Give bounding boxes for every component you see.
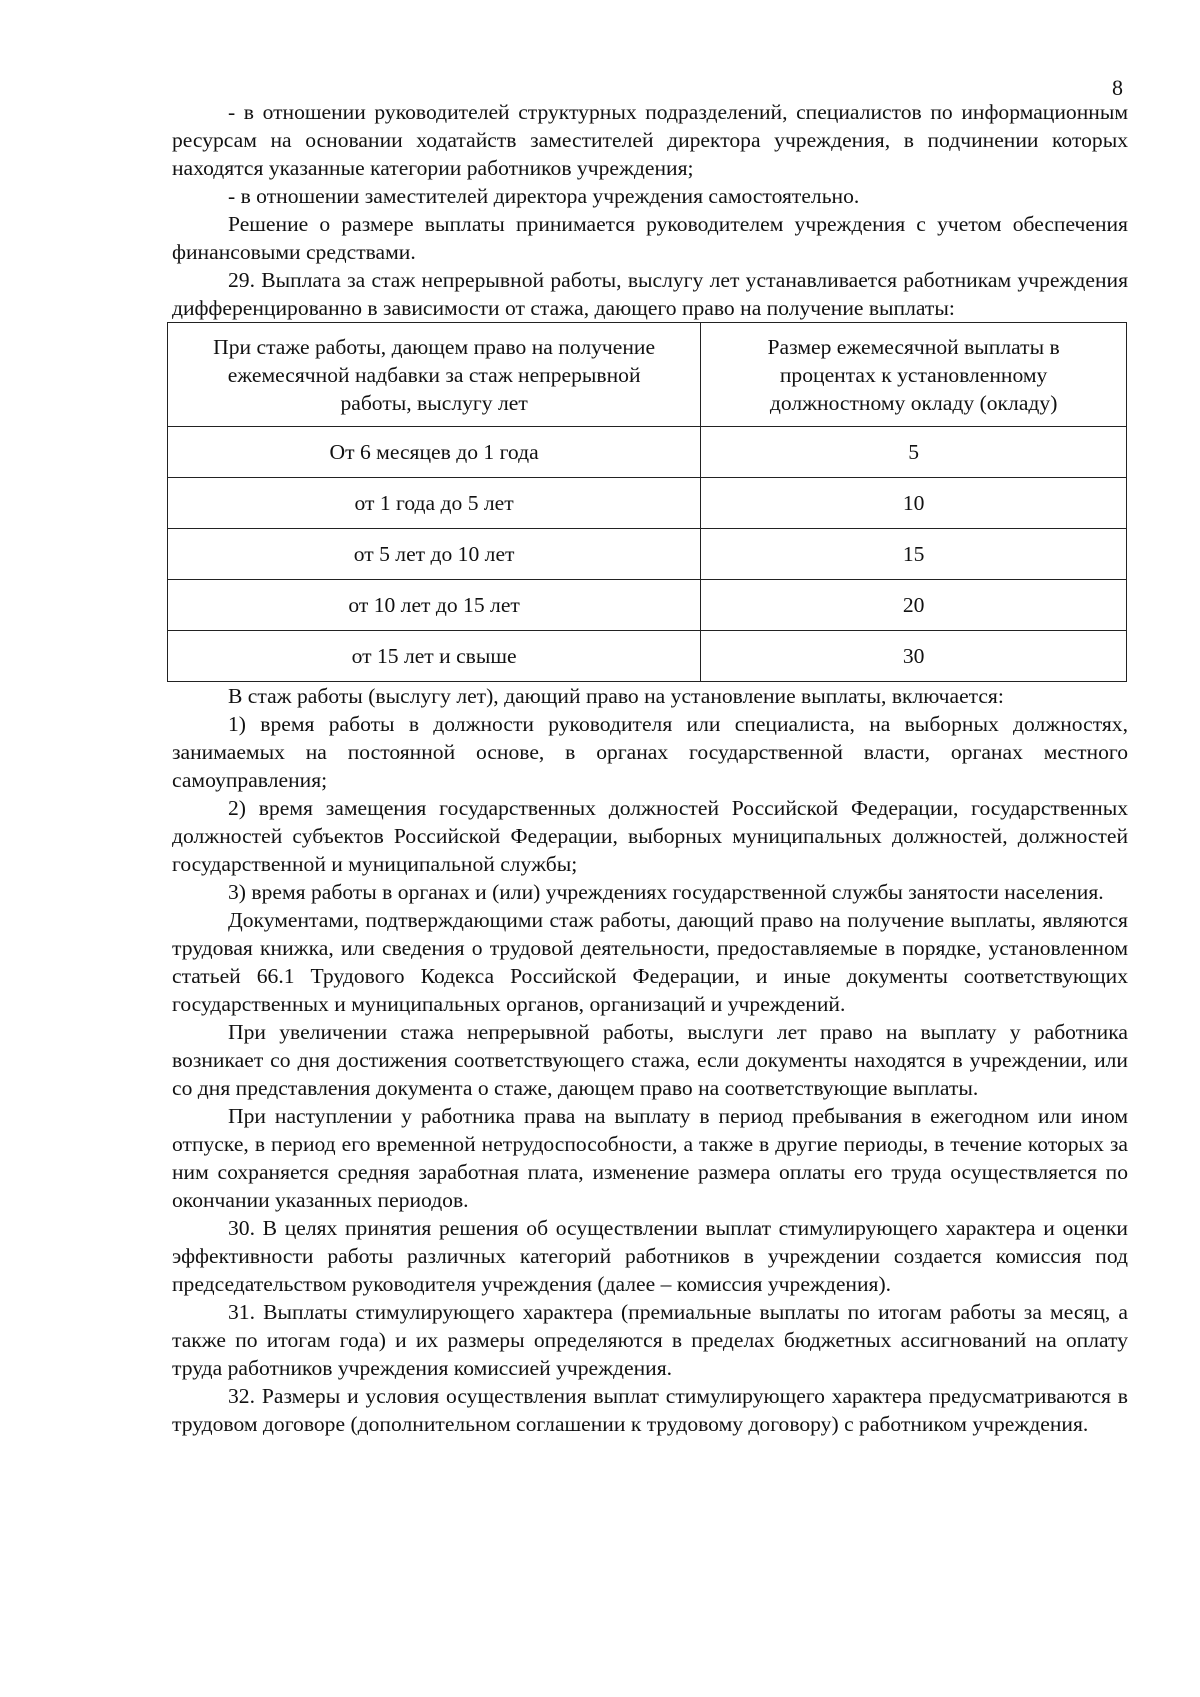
paragraph-list-item-2: 2) время замещения государственных должностей Российской Федерации, государственных должностей субъектов Российской Федерации, выборных муниципальных должностей, должностей государственной и муниципальной службы;: [172, 796, 1128, 876]
seniority-table: [167, 322, 1127, 682]
paragraph-payment-decision: Решение о размере выплаты принимается руководителем учреждения с учетом обеспечения финансовыми средствами.: [172, 212, 1128, 264]
table-row: [168, 580, 1127, 631]
table-cell-period: От 6 месяцев до 1 года: [168, 427, 701, 478]
table-cell-period: от 10 лет до 15 лет: [168, 580, 701, 631]
paragraph-item-30: 30. В целях принятия решения об осуществлении выплат стимулирующего характера и оценки эффективности работы различных категорий работников в учреждении создается комиссия под председательством руководителя учреждения (далее – комиссия учреждения).: [172, 1216, 1128, 1296]
paragraph-list-item-3: 3) время работы в органах и (или) учреждениях государственной службы занятости населения.: [228, 880, 1104, 904]
paragraph-seniority-includes: В стаж работы (выслугу лет), дающий право на установление выплаты, включается:: [228, 684, 1004, 708]
table-cell-percent: 5: [701, 427, 1127, 478]
table-header-row: [168, 323, 1127, 427]
paragraph-item-31: 31. Выплаты стимулирующего характера (премиальные выплаты по итогам работы за месяц, а также по итогам года) и их размеры определяются в пределах бюджетных ассигнований на оплату труда работников учреждения комиссией учреждения.: [172, 1300, 1128, 1380]
table-cell-period: от 1 года до 5 лет: [168, 478, 701, 529]
paragraph-list-item-1: 1) время работы в должности руководителя или специалиста, на выборных должностях, занимаемых на постоянной основе, в органах государственной власти, органах местного самоуправления;: [172, 712, 1128, 792]
paragraph-leave-periods: При наступлении у работника права на выплату в период пребывания в ежегодном или ином отпуске, в период его временной нетрудоспособности, а также в другие периоды, в течение которых за ним сохраняется средняя заработная плата, изменение размера оплаты его труда осуществляется по окончании указанных периодов.: [172, 1104, 1128, 1212]
table-cell-period: от 15 лет и свыше: [168, 631, 701, 682]
table-row: [168, 529, 1127, 580]
table-header-cell-period: [168, 323, 701, 427]
page-number: 8: [1112, 75, 1123, 100]
paragraph-structural-heads: - в отношении руководителей структурных подразделений, специалистов по информационным ресурсам на основании ходатайств заместителей директора учреждения, в подчинении которых находятся указанные категории работников учреждения;: [172, 100, 1128, 180]
paragraph-seniority-increase: При увеличении стажа непрерывной работы, выслуги лет право на выплату у работника возникает со дня достижения соответствующего стажа, если документы находятся в учреждении, или со дня представления документа о стаже, дающем право на соответствующие выплаты.: [172, 1020, 1128, 1100]
table-row: [168, 478, 1127, 529]
header-percent-label: Размер ежемесячной выплаты в процентах к установленному должностному окладу (окладу): [767, 334, 1060, 415]
paragraph-item-32: 32. Размеры и условия осуществления выплат стимулирующего характера предусматриваются в трудовом договоре (дополнительном соглашении к трудовому договору) с работником учреждения.: [172, 1384, 1128, 1436]
table-cell-percent: 30: [701, 631, 1127, 682]
table-cell-percent: 10: [701, 478, 1127, 529]
table-cell-percent: 15: [701, 529, 1127, 580]
table-cell-percent: 20: [701, 580, 1127, 631]
document-body: [172, 98, 1128, 1438]
paragraph-deputy-directors: - в отношении заместителей директора учреждения самостоятельно.: [228, 184, 860, 208]
table-header-cell-percent: [701, 323, 1127, 427]
table-cell-period: от 5 лет до 10 лет: [168, 529, 701, 580]
header-period-label: При стаже работы, дающем право на получение ежемесячной надбавки за стаж непрерывной работы, выслугу лет: [213, 334, 656, 415]
paragraph-confirming-documents: Документами, подтверждающими стаж работы, дающий право на получение выплаты, являются трудовая книжка, или сведения о трудовой деятельности, предоставляемые в порядке, установленном статьей 66.1 Трудового Кодекса Российской Федерации, и иные документы соответствующих государственных и муниципальных органов, организаций и учреждений.: [172, 908, 1128, 1016]
table-row: [168, 427, 1127, 478]
table-row: [168, 631, 1127, 682]
paragraph-item-29: 29. Выплата за стаж непрерывной работы, выслугу лет устанавливается работникам учреждения дифференцированно в зависимости от стажа, дающего право на получение выплаты:: [172, 268, 1128, 320]
